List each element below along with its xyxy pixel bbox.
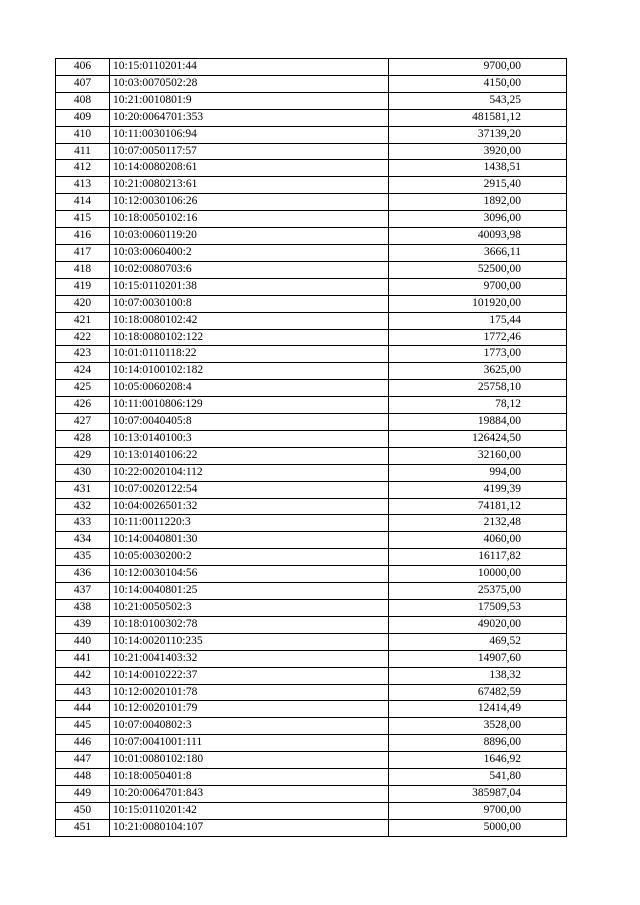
row-number-cell: 446 xyxy=(56,735,110,752)
table-row xyxy=(56,312,567,329)
row-number-cell: 434 xyxy=(56,532,110,549)
cadastral-number-cell: 10:14:0010222:37 xyxy=(110,667,389,684)
row-number-cell: 423 xyxy=(56,346,110,363)
cadastral-number-cell: 10:07:0040405:8 xyxy=(110,414,389,431)
amount-cell: 17509,53 xyxy=(389,600,567,617)
amount-cell: 385987,04 xyxy=(389,785,567,802)
table-row xyxy=(56,346,567,363)
cadastral-number-cell: 10:21:0050502:3 xyxy=(110,600,389,617)
cadastral-number-cell: 10:21:0080104:107 xyxy=(110,819,389,836)
cadastral-number-cell: 10:15:0110201:44 xyxy=(110,59,389,76)
table-row xyxy=(56,752,567,769)
cadastral-number-cell: 10:18:0080102:42 xyxy=(110,312,389,329)
row-number-cell: 441 xyxy=(56,650,110,667)
amount-cell: 25375,00 xyxy=(389,583,567,600)
table-row xyxy=(56,667,567,684)
cadastral-number-cell: 10:22:0020104:112 xyxy=(110,464,389,481)
row-number-cell: 409 xyxy=(56,109,110,126)
amount-cell: 101920,00 xyxy=(389,295,567,312)
table-row xyxy=(56,228,567,245)
table-row xyxy=(56,211,567,228)
amount-cell: 74181,12 xyxy=(389,498,567,515)
table-row xyxy=(56,566,567,583)
amount-cell: 3528,00 xyxy=(389,718,567,735)
row-number-cell: 436 xyxy=(56,566,110,583)
row-number-cell: 438 xyxy=(56,600,110,617)
table-row xyxy=(56,819,567,836)
row-number-cell: 428 xyxy=(56,430,110,447)
amount-cell: 469,52 xyxy=(389,633,567,650)
table-row xyxy=(56,244,567,261)
amount-cell: 1772,46 xyxy=(389,329,567,346)
row-number-cell: 431 xyxy=(56,481,110,498)
amount-cell: 543,25 xyxy=(389,92,567,109)
cadastral-number-cell: 10:14:0020110:235 xyxy=(110,633,389,650)
cadastral-number-cell: 10:07:0041001:111 xyxy=(110,735,389,752)
row-number-cell: 437 xyxy=(56,583,110,600)
row-number-cell: 408 xyxy=(56,92,110,109)
cadastral-number-cell: 10:07:0030100:8 xyxy=(110,295,389,312)
table-row xyxy=(56,143,567,160)
amount-cell: 126424,50 xyxy=(389,430,567,447)
amount-cell: 175,44 xyxy=(389,312,567,329)
amount-cell: 9700,00 xyxy=(389,278,567,295)
cadastral-number-cell: 10:18:0050102:16 xyxy=(110,211,389,228)
row-number-cell: 421 xyxy=(56,312,110,329)
table-row xyxy=(56,447,567,464)
cadastral-number-cell: 10:05:0060208:4 xyxy=(110,380,389,397)
cadastral-number-cell: 10:18:0050401:8 xyxy=(110,769,389,786)
table-row xyxy=(56,414,567,431)
amount-cell: 138,32 xyxy=(389,667,567,684)
row-number-cell: 451 xyxy=(56,819,110,836)
cadastral-number-cell: 10:07:0020122:54 xyxy=(110,481,389,498)
table-row xyxy=(56,769,567,786)
table-row xyxy=(56,92,567,109)
table-row xyxy=(56,785,567,802)
table-row xyxy=(56,616,567,633)
cadastral-number-cell: 10:11:0011220:3 xyxy=(110,515,389,532)
row-number-cell: 426 xyxy=(56,397,110,414)
row-number-cell: 448 xyxy=(56,769,110,786)
amount-cell: 3625,00 xyxy=(389,363,567,380)
row-number-cell: 406 xyxy=(56,59,110,76)
cadastral-number-cell: 10:20:0064701:353 xyxy=(110,109,389,126)
row-number-cell: 443 xyxy=(56,684,110,701)
cadastral-number-cell: 10:11:0010806:129 xyxy=(110,397,389,414)
amount-cell: 32160,00 xyxy=(389,447,567,464)
cadastral-number-cell: 10:18:0100302:78 xyxy=(110,616,389,633)
table-row xyxy=(56,583,567,600)
row-number-cell: 429 xyxy=(56,447,110,464)
amount-cell: 78,12 xyxy=(389,397,567,414)
table-row xyxy=(56,75,567,92)
table-row xyxy=(56,718,567,735)
amount-cell: 10000,00 xyxy=(389,566,567,583)
row-number-cell: 432 xyxy=(56,498,110,515)
amount-cell: 1646,92 xyxy=(389,752,567,769)
amount-cell: 1773,00 xyxy=(389,346,567,363)
row-number-cell: 442 xyxy=(56,667,110,684)
data-table xyxy=(55,58,567,837)
table-row xyxy=(56,701,567,718)
table-body xyxy=(56,59,567,837)
amount-cell: 25758,10 xyxy=(389,380,567,397)
cadastral-number-cell: 10:21:0041403:32 xyxy=(110,650,389,667)
row-number-cell: 435 xyxy=(56,549,110,566)
cadastral-number-cell: 10:05:0030200:2 xyxy=(110,549,389,566)
row-number-cell: 425 xyxy=(56,380,110,397)
cadastral-number-cell: 10:03:0060400:2 xyxy=(110,244,389,261)
amount-cell: 40093,98 xyxy=(389,228,567,245)
amount-cell: 994,00 xyxy=(389,464,567,481)
table-row xyxy=(56,160,567,177)
amount-cell: 1892,00 xyxy=(389,194,567,211)
table-row xyxy=(56,430,567,447)
row-number-cell: 416 xyxy=(56,228,110,245)
amount-cell: 3096,00 xyxy=(389,211,567,228)
cadastral-number-cell: 10:14:0080208:61 xyxy=(110,160,389,177)
amount-cell: 5000,00 xyxy=(389,819,567,836)
row-number-cell: 447 xyxy=(56,752,110,769)
amount-cell: 3666,11 xyxy=(389,244,567,261)
amount-cell: 8896,00 xyxy=(389,735,567,752)
row-number-cell: 415 xyxy=(56,211,110,228)
table-row xyxy=(56,650,567,667)
row-number-cell: 439 xyxy=(56,616,110,633)
amount-cell: 67482,59 xyxy=(389,684,567,701)
amount-cell: 4199,39 xyxy=(389,481,567,498)
amount-cell: 2132,48 xyxy=(389,515,567,532)
table-row xyxy=(56,735,567,752)
cadastral-number-cell: 10:14:0040801:25 xyxy=(110,583,389,600)
amount-cell: 2915,40 xyxy=(389,177,567,194)
amount-cell: 541,80 xyxy=(389,769,567,786)
cadastral-number-cell: 10:15:0110201:38 xyxy=(110,278,389,295)
cadastral-number-cell: 10:03:0060119:20 xyxy=(110,228,389,245)
row-number-cell: 413 xyxy=(56,177,110,194)
cadastral-number-cell: 10:07:0050117:57 xyxy=(110,143,389,160)
cadastral-number-cell: 10:14:0040801:30 xyxy=(110,532,389,549)
table-row xyxy=(56,109,567,126)
amount-cell: 1438,51 xyxy=(389,160,567,177)
cadastral-number-cell: 10:13:0140100:3 xyxy=(110,430,389,447)
row-number-cell: 420 xyxy=(56,295,110,312)
table-row xyxy=(56,515,567,532)
cadastral-number-cell: 10:12:0020101:78 xyxy=(110,684,389,701)
cadastral-number-cell: 10:07:0040802:3 xyxy=(110,718,389,735)
row-number-cell: 424 xyxy=(56,363,110,380)
row-number-cell: 450 xyxy=(56,802,110,819)
cadastral-number-cell: 10:15:0110201:42 xyxy=(110,802,389,819)
amount-cell: 16117,82 xyxy=(389,549,567,566)
amount-cell: 52500,00 xyxy=(389,261,567,278)
table-row xyxy=(56,59,567,76)
table-row xyxy=(56,194,567,211)
table-row xyxy=(56,684,567,701)
cadastral-number-cell: 10:11:0030106:94 xyxy=(110,126,389,143)
amount-cell: 37139,20 xyxy=(389,126,567,143)
row-number-cell: 430 xyxy=(56,464,110,481)
table-row xyxy=(56,549,567,566)
table-row xyxy=(56,397,567,414)
row-number-cell: 444 xyxy=(56,701,110,718)
cadastral-number-cell: 10:02:0080703:6 xyxy=(110,261,389,278)
table-row xyxy=(56,532,567,549)
table-row xyxy=(56,498,567,515)
cadastral-number-cell: 10:03:0070502:28 xyxy=(110,75,389,92)
table-row xyxy=(56,802,567,819)
amount-cell: 12414,49 xyxy=(389,701,567,718)
row-number-cell: 410 xyxy=(56,126,110,143)
cadastral-number-cell: 10:12:0020101:79 xyxy=(110,701,389,718)
table-row xyxy=(56,126,567,143)
table-row xyxy=(56,177,567,194)
table-row xyxy=(56,380,567,397)
row-number-cell: 427 xyxy=(56,414,110,431)
table-row xyxy=(56,278,567,295)
row-number-cell: 411 xyxy=(56,143,110,160)
cadastral-number-cell: 10:01:0080102:180 xyxy=(110,752,389,769)
table-row xyxy=(56,481,567,498)
amount-cell: 9700,00 xyxy=(389,802,567,819)
row-number-cell: 419 xyxy=(56,278,110,295)
row-number-cell: 449 xyxy=(56,785,110,802)
cadastral-number-cell: 10:21:0010801:9 xyxy=(110,92,389,109)
row-number-cell: 418 xyxy=(56,261,110,278)
cadastral-number-cell: 10:20:0064701:843 xyxy=(110,785,389,802)
table-row xyxy=(56,329,567,346)
cadastral-number-cell: 10:13:0140106:22 xyxy=(110,447,389,464)
amount-cell: 19884,00 xyxy=(389,414,567,431)
row-number-cell: 445 xyxy=(56,718,110,735)
table-row xyxy=(56,633,567,650)
table-row xyxy=(56,261,567,278)
row-number-cell: 422 xyxy=(56,329,110,346)
row-number-cell: 440 xyxy=(56,633,110,650)
amount-cell: 3920,00 xyxy=(389,143,567,160)
table-row xyxy=(56,464,567,481)
table-row xyxy=(56,600,567,617)
row-number-cell: 412 xyxy=(56,160,110,177)
cadastral-number-cell: 10:01:0110118:22 xyxy=(110,346,389,363)
cadastral-number-cell: 10:14:0100102:182 xyxy=(110,363,389,380)
cadastral-number-cell: 10:04:0026501:32 xyxy=(110,498,389,515)
amount-cell: 14907,60 xyxy=(389,650,567,667)
row-number-cell: 414 xyxy=(56,194,110,211)
cadastral-number-cell: 10:21:0080213:61 xyxy=(110,177,389,194)
amount-cell: 481581,12 xyxy=(389,109,567,126)
row-number-cell: 417 xyxy=(56,244,110,261)
table-row xyxy=(56,295,567,312)
table-row xyxy=(56,363,567,380)
amount-cell: 49020,00 xyxy=(389,616,567,633)
cadastral-number-cell: 10:18:0080102:122 xyxy=(110,329,389,346)
amount-cell: 4060,00 xyxy=(389,532,567,549)
cadastral-number-cell: 10:12:0030106:26 xyxy=(110,194,389,211)
cadastral-number-cell: 10:12:0030104:56 xyxy=(110,566,389,583)
amount-cell: 4150,00 xyxy=(389,75,567,92)
row-number-cell: 407 xyxy=(56,75,110,92)
row-number-cell: 433 xyxy=(56,515,110,532)
amount-cell: 9700,00 xyxy=(389,59,567,76)
